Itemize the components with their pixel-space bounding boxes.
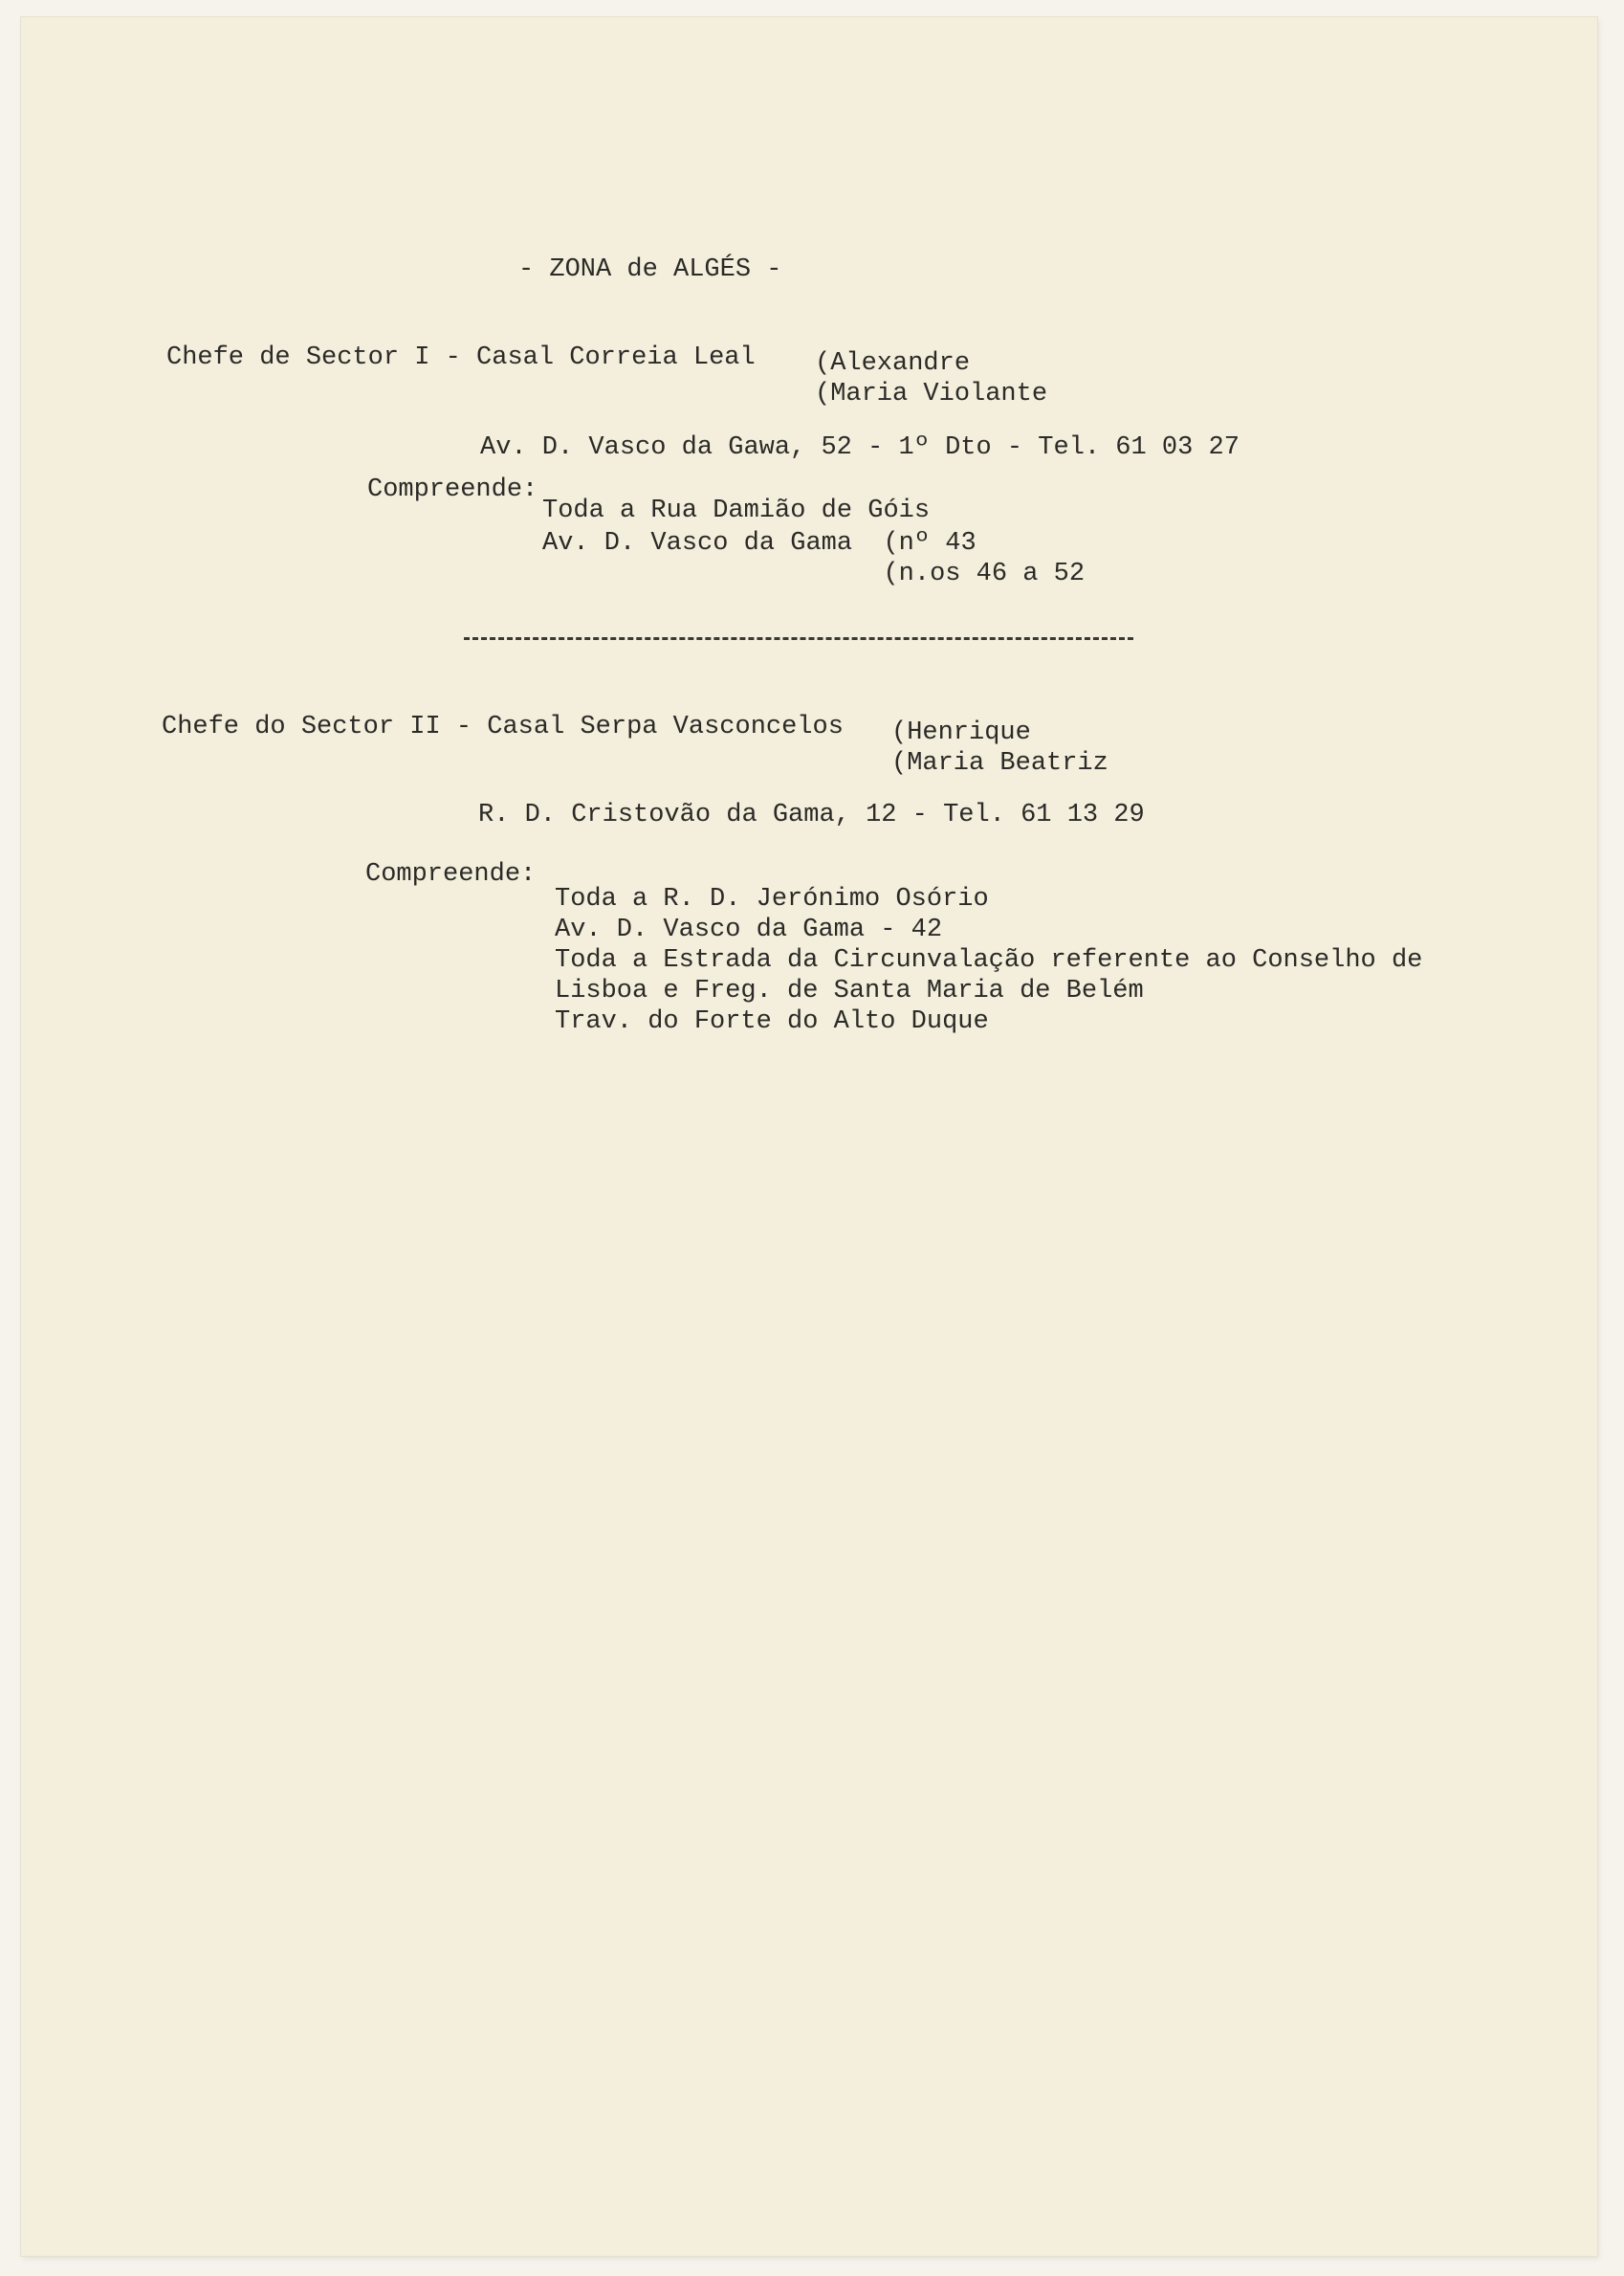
sector-2-name-2: (Maria Beatriz <box>891 749 1108 778</box>
sector-2-heading: Chefe do Sector II - Casal Serpa Vasconcelos <box>162 713 844 741</box>
sector-2-item-2: Av. D. Vasco da Gama - 42 <box>555 916 943 944</box>
sector-2-name-1: (Henrique <box>891 718 1031 747</box>
document-page <box>21 17 1597 2256</box>
sector-2-item-3: Toda a Estrada da Circunvalação referente ao Conselho de <box>555 946 1423 975</box>
separator-line <box>464 637 1133 640</box>
sector-2-compreende-label: Compreende: <box>365 860 537 889</box>
sector-1-item-3: (n.os 46 a 52 <box>542 560 1086 588</box>
sector-1-heading: Chefe de Sector I - Casal Correia Leal <box>166 343 756 372</box>
sector-1-name-2: (Maria Violante <box>815 380 1048 409</box>
sector-1-item-2: Av. D. Vasco da Gama (nº 43 <box>542 529 977 558</box>
sector-2-item-4: Lisboa e Freg. de Santa Maria de Belém <box>555 977 1144 1005</box>
sector-1-name-1: (Alexandre <box>815 349 971 378</box>
zone-title: - ZONA de ALGÉS - <box>518 255 782 284</box>
sector-1-compreende-label: Compreende: <box>367 475 538 504</box>
sector-2-address: R. D. Cristovão da Gama, 12 - Tel. 61 13 29 <box>478 801 1145 829</box>
sector-1-item-1: Toda a Rua Damião de Góis <box>542 497 931 525</box>
sector-2-item-5: Trav. do Forte do Alto Duque <box>555 1007 989 1036</box>
sector-1-address: Av. D. Vasco da Gawa, 52 - 1º Dto - Tel. 61 03 27 <box>480 433 1240 462</box>
sector-2-item-1: Toda a R. D. Jerónimo Osório <box>555 885 989 914</box>
separator-text <box>464 620 1084 651</box>
